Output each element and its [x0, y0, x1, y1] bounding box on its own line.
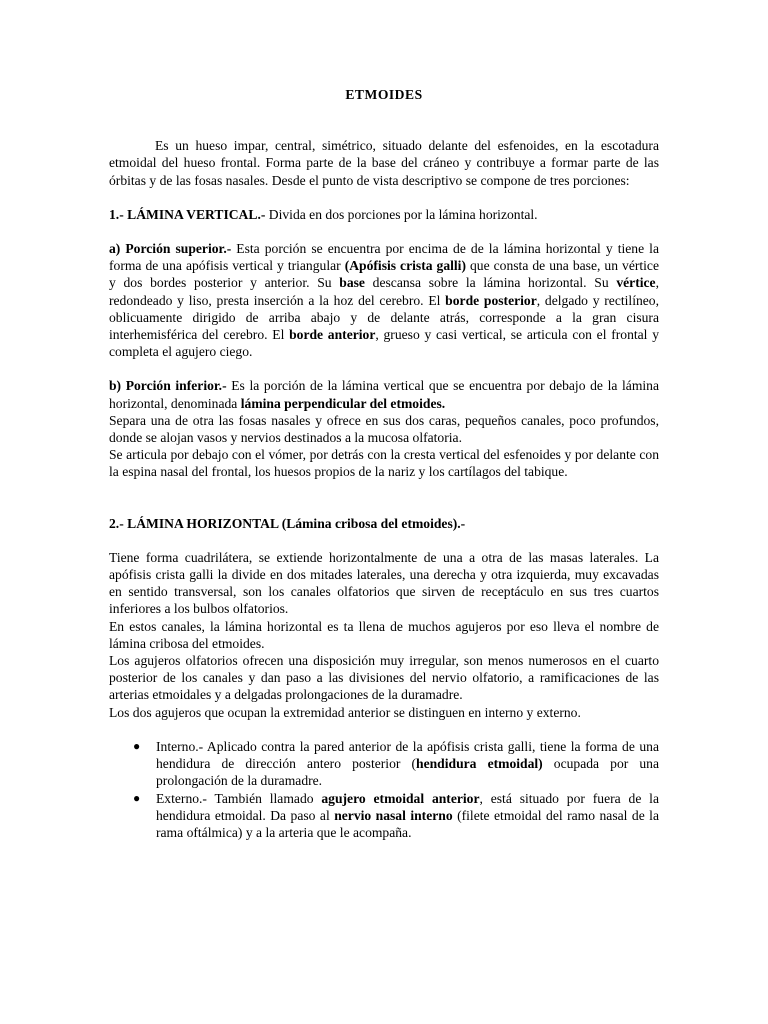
text-run: Interno.- Aplicado contra la pared anterior de la apófisis crista galli, tiene la forma de una hendidura de dirección antero posterior (	[156, 738, 659, 772]
intro-paragraph: Es un hueso impar, central, simétrico, situado delante del esfenoides, en la escotadura etmoidal del hueso frontal. Forma parte de la base del cráneo y contribuye a formar parte de las órbitas y de las fosas nasales. Desde el punto de vista descriptivo se compone de tres porciones:	[109, 138, 659, 188]
bold-term: borde posterior	[445, 292, 537, 308]
section2-paragraph-3: Los agujeros olfatorios ofrecen una disposición muy irregular, son menos numerosos en el cuarto posterior de los canales y dan paso a las divisiones del nervio olfatorio, a ramificaciones de las arterias etmoidales y a delgadas prolongaciones de la duramadre.	[109, 653, 659, 703]
section2-heading	[109, 515, 659, 532]
page-title: ETMOIDES	[345, 87, 423, 102]
text-run: descansa sobre la lámina horizontal. Su	[364, 275, 617, 291]
text-run: , está situado por fuera de la hendidura etmoidal. Da paso al	[156, 790, 659, 823]
document-body	[109, 86, 659, 841]
section2-paragraph-2: En estos canales, la lámina horizontal es ta llena de muchos agujeros por eso lleva el nombre de lámina cribosa del etmoides.	[109, 618, 659, 651]
section1-heading-line	[109, 206, 659, 223]
text-run: Externo.- También llamado	[156, 790, 322, 806]
text-run: que consta de una base, un vértice y dos bordes posterior y anterior. Su	[109, 258, 659, 291]
bold-term: vértice	[616, 275, 656, 291]
section2-heading-text: 2.- LÁMINA HORIZONTAL (Lámina cribosa del etmoides).-	[109, 515, 466, 531]
bullet-icon: ●	[133, 790, 141, 805]
portion-inferior-paragraph	[109, 377, 659, 411]
bullet-list	[109, 738, 659, 841]
bold-term: hendidura etmoidal)	[416, 756, 543, 772]
text-run: Esta porción se encuentra por encima de de la lámina horizontal y tiene la forma de una apófisis vertical y triangular	[109, 241, 659, 274]
list-item-externo	[133, 790, 659, 842]
text-run: , redondeado y liso, presta inserción a la hoz del cerebro. El	[109, 275, 659, 308]
text-run: (filete etmoidal del ramo nasal de la rama oftálmica) y a la arteria que le acompaña.	[156, 807, 659, 840]
bold-term: lámina perpendicular del etmoides.	[240, 395, 446, 411]
bold-term: agujero etmoidal anterior	[321, 790, 480, 806]
section2-paragraph-1: Tiene forma cuadrilátera, se extiende horizontalmente de una a otra de las masas laterales. La apófisis crista galli la divide en dos mitades laterales, una derecha y otra izquierda, muy excavadas en sentido transversal, son los canales olfatorios que sirven de receptáculo en sus tres cuartos inferiores a los bulbos olfatorios.	[109, 549, 659, 617]
bold-term: base	[339, 275, 365, 291]
section1-text: Divida en dos porciones por la lámina horizontal.	[265, 206, 538, 222]
portion-inferior-paragraph-3: Se articula por debajo con el vómer, por detrás con la cresta vertical del esfenoides y por delante con la espina nasal del frontal, los huesos propios de la nariz y los cartílagos del tabique.	[109, 447, 659, 480]
section2-paragraph-4: Los dos agujeros que ocupan la extremidad anterior se distinguen en interno y externo.	[109, 704, 581, 720]
portion-inferior-paragraph-2: Separa una de otra las fosas nasales y ofrece en sus dos caras, pequeños canales, poco profundos, donde se alojan vasos y nervios destinados a la mucosa olfatoria.	[109, 412, 659, 446]
text-run: Es la porción de la lámina vertical que se encuentra por debajo de la lámina horizontal, denominada	[109, 378, 660, 411]
bullet-icon: ●	[133, 738, 141, 753]
portion-superior-label: a) Porción superior.-	[109, 241, 232, 257]
portion-inferior-label: b) Porción inferior.-	[109, 378, 227, 394]
list-item-interno	[133, 738, 659, 790]
text-run: , delgado y rectilíneo, oblicuamente dirigido de arriba abajo y de delante atrás, corresponde a la gran cisura interhemisférica del cerebro. El	[109, 292, 659, 343]
portion-superior-paragraph	[109, 240, 659, 360]
bold-term: borde anterior	[289, 327, 376, 343]
section1-heading: 1.- LÁMINA VERTICAL.-	[109, 206, 266, 222]
text-run: ocupada por una prolongación de la duramadre.	[156, 756, 659, 789]
bold-term: (Apófisis crista galli)	[344, 258, 466, 274]
text-run: , grueso y casi vertical, se articula con el frontal y completa el agujero ciego.	[109, 327, 659, 360]
bold-term: nervio nasal interno	[334, 807, 453, 823]
